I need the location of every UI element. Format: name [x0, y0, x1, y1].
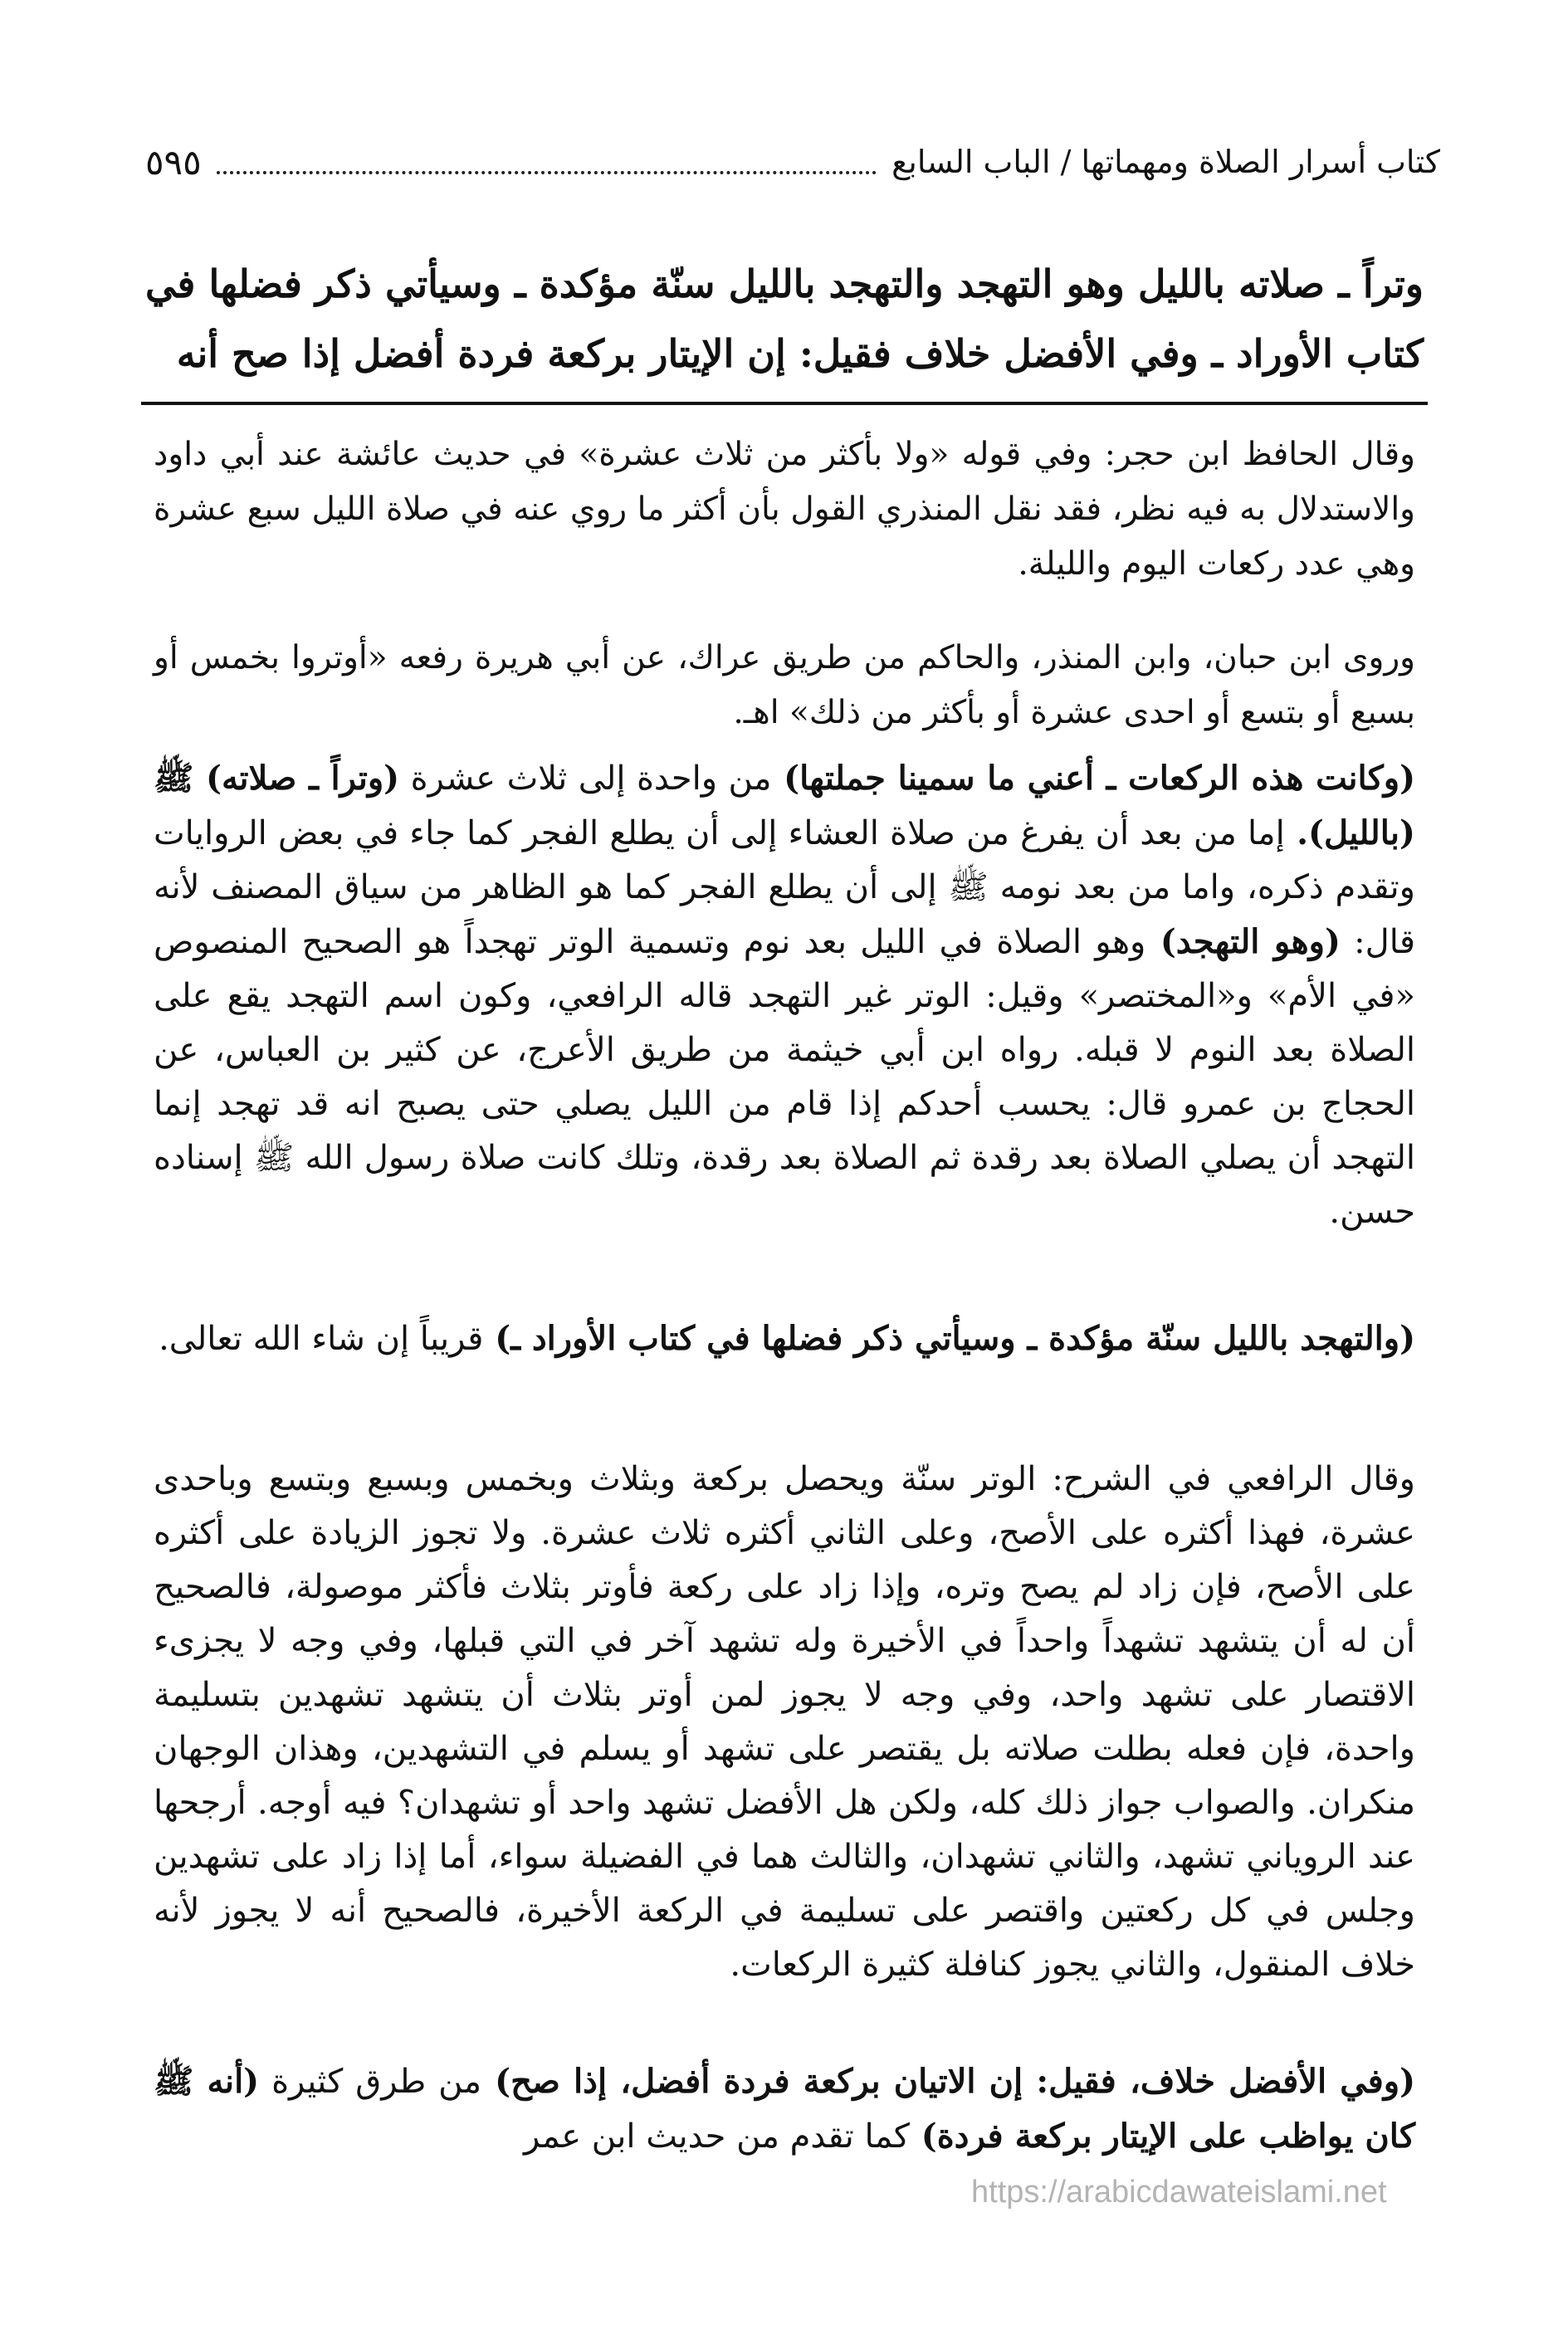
quoted-matn: (والتهجد بالليل سنّة مؤكدة ـ وسيأتي ذكر فضلها في كتاب الأوراد ـ) — [483, 1319, 1415, 1358]
commentary-text: من واحدة إلى ثلاث عشرة — [399, 759, 772, 798]
commentary-section-2 — [154, 1311, 1415, 1366]
quoted-matn: (وتراً ـ صلاته) ﷺ (بالليل). — [154, 759, 1415, 852]
quoted-matn: (وهو التهجد) — [1145, 922, 1341, 961]
page-header — [145, 133, 1440, 191]
commentary-section-1 — [154, 751, 1415, 1239]
quoted-matn: (أنه ﷺ كان يواظب على الإيتار بركعة فردة) — [154, 2062, 1415, 2156]
quoted-matn: (وفي الأفضل خلاف، فقيل: إن الاتيان بركعة فردة أفضل، إذا صح) — [481, 2062, 1415, 2101]
commentary-section-3: وقال الرافعي في الشرح: الوتر سنّة ويحصل بركعة وبثلاث وبخمس وبسبع وبتسع وباحدى عشرة، فهذا أكثره على الأصح، وعلى الثاني أكثره ثلاث عشرة. ولا تجوز الزيادة على أكثره على الأصح، فإن زاد لم يصح وتره، وإذا زاد على ركعة فأوتر بثلاث فأكثر موصولة، فالصحيح أن له أن يتشهد تشهداً واحداً في الأخيرة وله تشهد آخر في التي قبلها، وفي وجه لا يجزىء الاقتصار على تشهد واحد، وفي وجه لا يجوز لمن أوتر بثلاث أن يتشهد تشهدين بتسليمة واحدة، فإن فعله بطلت صلاته بل يقتصر على تشهد أو يسلم في التشهدين، وهذان الوجهان منكران. والصواب جواز ذلك كله، ولكن هل الأفضل تشهد واحد أو تشهدان؟ فيه أوجه. أرجحها عند الروياني تشهد، والثاني تشهدان، والثالث هما في الفضيلة سواء، أما إذا زاد على تشهدين وجلس في كل ركعتين واقتصر على تسليمة في الركعة الأخيرة، فالصحيح أنه لا يجوز لأنه خلاف المنقول، والثاني يجوز كنافلة كثيرة الركعات. — [154, 1460, 1415, 1984]
commentary-section-4 — [154, 2054, 1415, 2164]
commentary-text: من طرق كثيرة — [259, 2063, 481, 2101]
page-number: ٥٩٥ — [145, 141, 202, 183]
footnote-divider — [141, 402, 1428, 405]
commentary-text: قريباً إن شاء الله تعالى. — [159, 1320, 484, 1358]
commentary-text: وهو الصلاة في الليل بعد نوم وتسمية الوتر تهجداً هو الصحيح المنصوص «في الأم» و«المختصر» وقيل: الوتر غير التهجد قاله الرافعي، وكون اسم التهجد يقع على الصلاة بعد النوم لا قبله. رواه ابن أبي خيثمة من طريق الأعرج، عن كثير بن العباس، عن الحجاج بن عمرو قال: يحسب أحدكم إذا قام من الليل يصلي حتى يصبح انه قد تهجد إنما التهجد أن يصلي الصلاة بعد رقدة ثم الصلاة بعد رقدة، وتلك كانت صلاة رسول الله ﷺ إسناده حسن. — [154, 923, 1416, 1231]
footnote-paragraph-2: وروى ابن حبان، وابن المنذر، والحاكم من طريق عراك، عن أبي هريرة رفعه «أوتروا بخمس أو بسبع أو بتسع أو احدى عشرة أو بأكثر من ذلك» اهـ. — [154, 639, 1415, 731]
commentary-text: إما من بعد أن يفرغ من صلاة العشاء إلى أن يطلع الفجر كما جاء في بعض الروايات وتقدم ذكره، واما من بعد نومه ﷺ إلى أن يطلع الفجر كما هو الظاهر من سياق المصنف لأنه قال: — [154, 814, 1416, 961]
watermark-url: https://arabicdawateislami.net — [971, 2175, 1387, 2210]
footnote-paragraph-1: وقال الحافظ ابن حجر: وفي قوله «ولا بأكثر من ثلاث عشرة» في حديث عائشة عند أبي داود والاستدلال به فيه نظر، فقد نقل المنذري القول بأن أكثر ما روي عنه في صلاة الليل سبع عشرة وهي عدد ركعات اليوم والليلة. — [154, 436, 1415, 583]
chapter-title: كتاب أسرار الصلاة ومهماتها / الباب السابع — [891, 144, 1440, 180]
commentary-text: كما تقدم من حديث ابن عمر — [524, 2117, 910, 2156]
quoted-matn: (وكانت هذه الركعات ـ أعني ما سمينا جملتها) — [771, 759, 1416, 798]
header-dot-leader — [217, 149, 877, 174]
main-text: وتراً ـ صلاته بالليل وهو التهجد والتهجد بالليل سنّة مؤكدة ـ وسيأتي ذكر فضلها في كتاب الأوراد ـ وفي الأفضل خلاف فقيل: إن الإيتار بركعة فردة أفضل إذا صح أنه — [145, 261, 1424, 376]
